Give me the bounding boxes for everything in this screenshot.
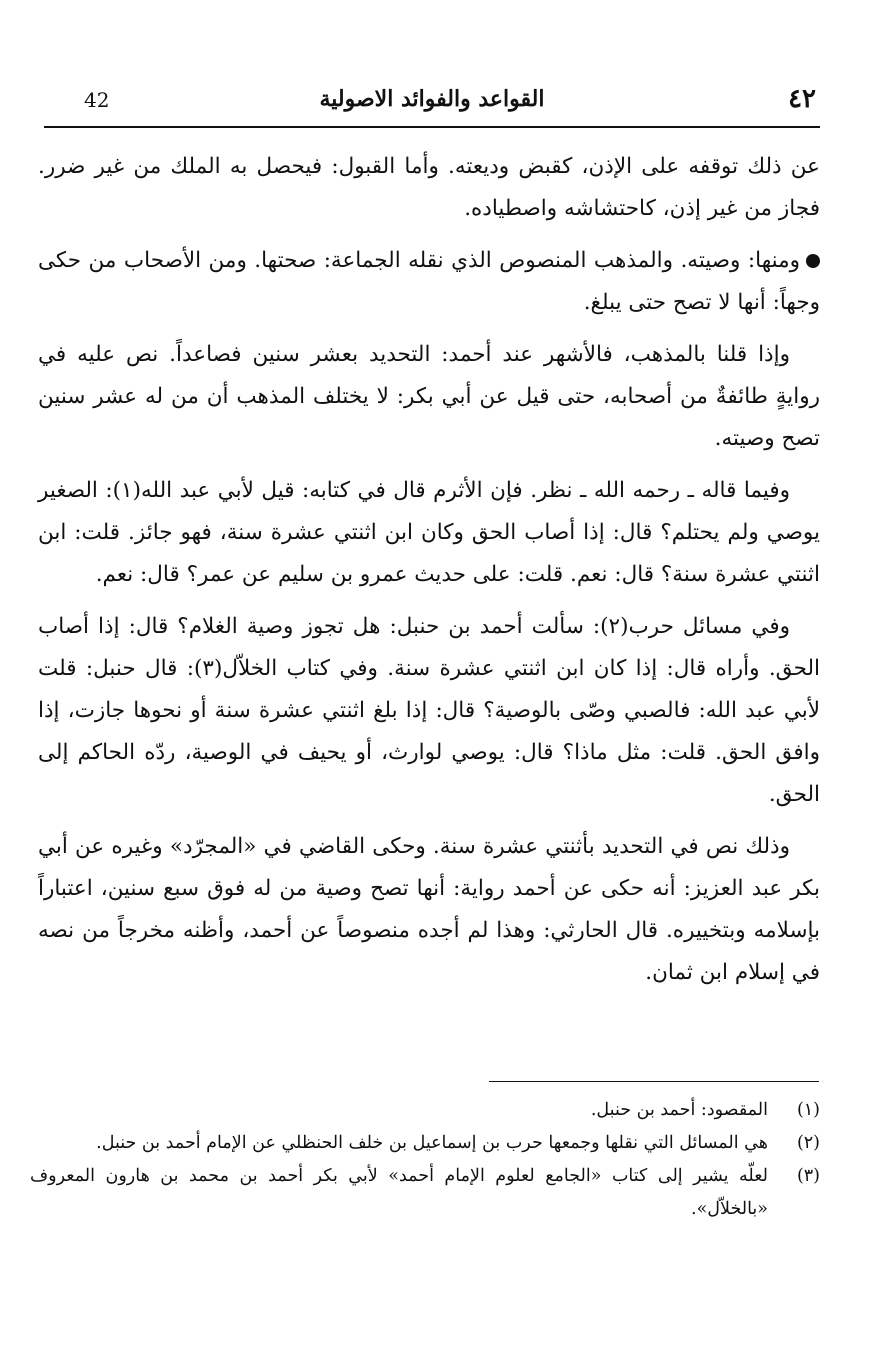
paragraph-6: وذلك نص في التحديد بأثنتي عشرة سنة. وحكى القاضي في «المجرّد» وغيره عن أبي بكر عبد العزيز: أنه حكى عن أحمد رواية: أنها تصح وصية من له فوق سبع سنين، اعتباراً بإسلامه وبتخييره. قال الحارثي: وهذا لم أجده منصوصاً عن أحمد، وأظنه مخرجاً من نصه في إسلام ابن ثمان. <box>38 834 820 985</box>
running-title: القواعد والفوائد الاصولية <box>319 86 545 112</box>
bullet-icon <box>806 254 820 268</box>
running-header <box>44 84 820 124</box>
paragraph-4: وفيما قاله ـ رحمه الله ـ نظر. فإن الأثرم قال في كتابه: قيل لأبي عبد الله(١): الصغير يوصي ولم يحتلم؟ قال: إذا أصاب الحق وكان ابن اثنتي عشرة سنة، فهو جائز. قلت: ابن اثنتي عشرة سنة؟ قال: نعم. قلت: على حديث عمرو بن سليم عن عمر؟ قال: نعم. <box>38 478 820 587</box>
footnote-divider <box>489 1081 819 1082</box>
paragraph-2 <box>38 240 820 324</box>
footnote-number: (٢) <box>796 1133 820 1153</box>
footnote-3 <box>30 1160 820 1226</box>
paragraph-3: وإذا قلنا بالمذهب، فالأشهر عند أحمد: التحديد بعشر سنين فصاعداً. نص عليه في روايةٍ طائفةٌ من أصحابه، حتى قيل عن أبي بكر: لا يختلف المذهب أن من له عشر سنين تصح وصيته. <box>38 342 820 451</box>
footnote-number: (٣) <box>796 1166 820 1186</box>
paragraph-1: عن ذلك توقفه على الإذن، كقبض وديعته. وأما القبول: فيحصل به الملك من غير ضرر. فجاز من غير إذن، كاحتشاشه واصطياده. <box>38 154 820 221</box>
footnotes <box>30 1094 820 1226</box>
main-text <box>38 146 820 1004</box>
footnote-number: (١) <box>796 1100 820 1120</box>
paragraph-5: وفي مسائل حرب(٢): سألت أحمد بن حنبل: هل تجوز وصية الغلام؟ قال: إذا أصاب الحق. وأراه قال: إذا كان ابن اثنتي عشرة سنة. وفي كتاب الخلاّل(٣): قال حنبل: قلت لأبي عبد الله: فالصبي وصّى بالوصية؟ قال: إذا بلغ اثنتي عشرة سنة أو نحوها جازت، إذا وافق الحق. قلت: مثل ماذا؟ قال: يوصي لوارث، أو يحيف في الوصية، ردّه الحاكم إلى الحق. <box>38 614 820 807</box>
footnote-text: هي المسائل التي نقلها وجمعها حرب بن إسماعيل بن خلف الحنظلي عن الإمام أحمد بن حنبل. <box>96 1133 768 1153</box>
paragraph-2-text: ومنها: وصيته. والمذهب المنصوص الذي نقله الجماعة: صحتها. ومن الأصحاب من حكى وجهاً: أنها لا تصح حتى يبلغ. <box>38 248 820 315</box>
footnote-2 <box>30 1127 820 1160</box>
page-number-arabic: ٤٢ <box>788 84 816 114</box>
header-divider <box>44 126 820 128</box>
footnote-text: لعلّه يشير إلى كتاب «الجامع لعلوم الإمام أحمد» لأبي بكر أحمد بن محمد بن هارون المعروف «بالخلاّل». <box>30 1166 768 1219</box>
footnote-1 <box>30 1094 820 1127</box>
page-number-latin: 42 <box>84 88 110 112</box>
footnote-text: المقصود: أحمد بن حنبل. <box>590 1100 768 1120</box>
